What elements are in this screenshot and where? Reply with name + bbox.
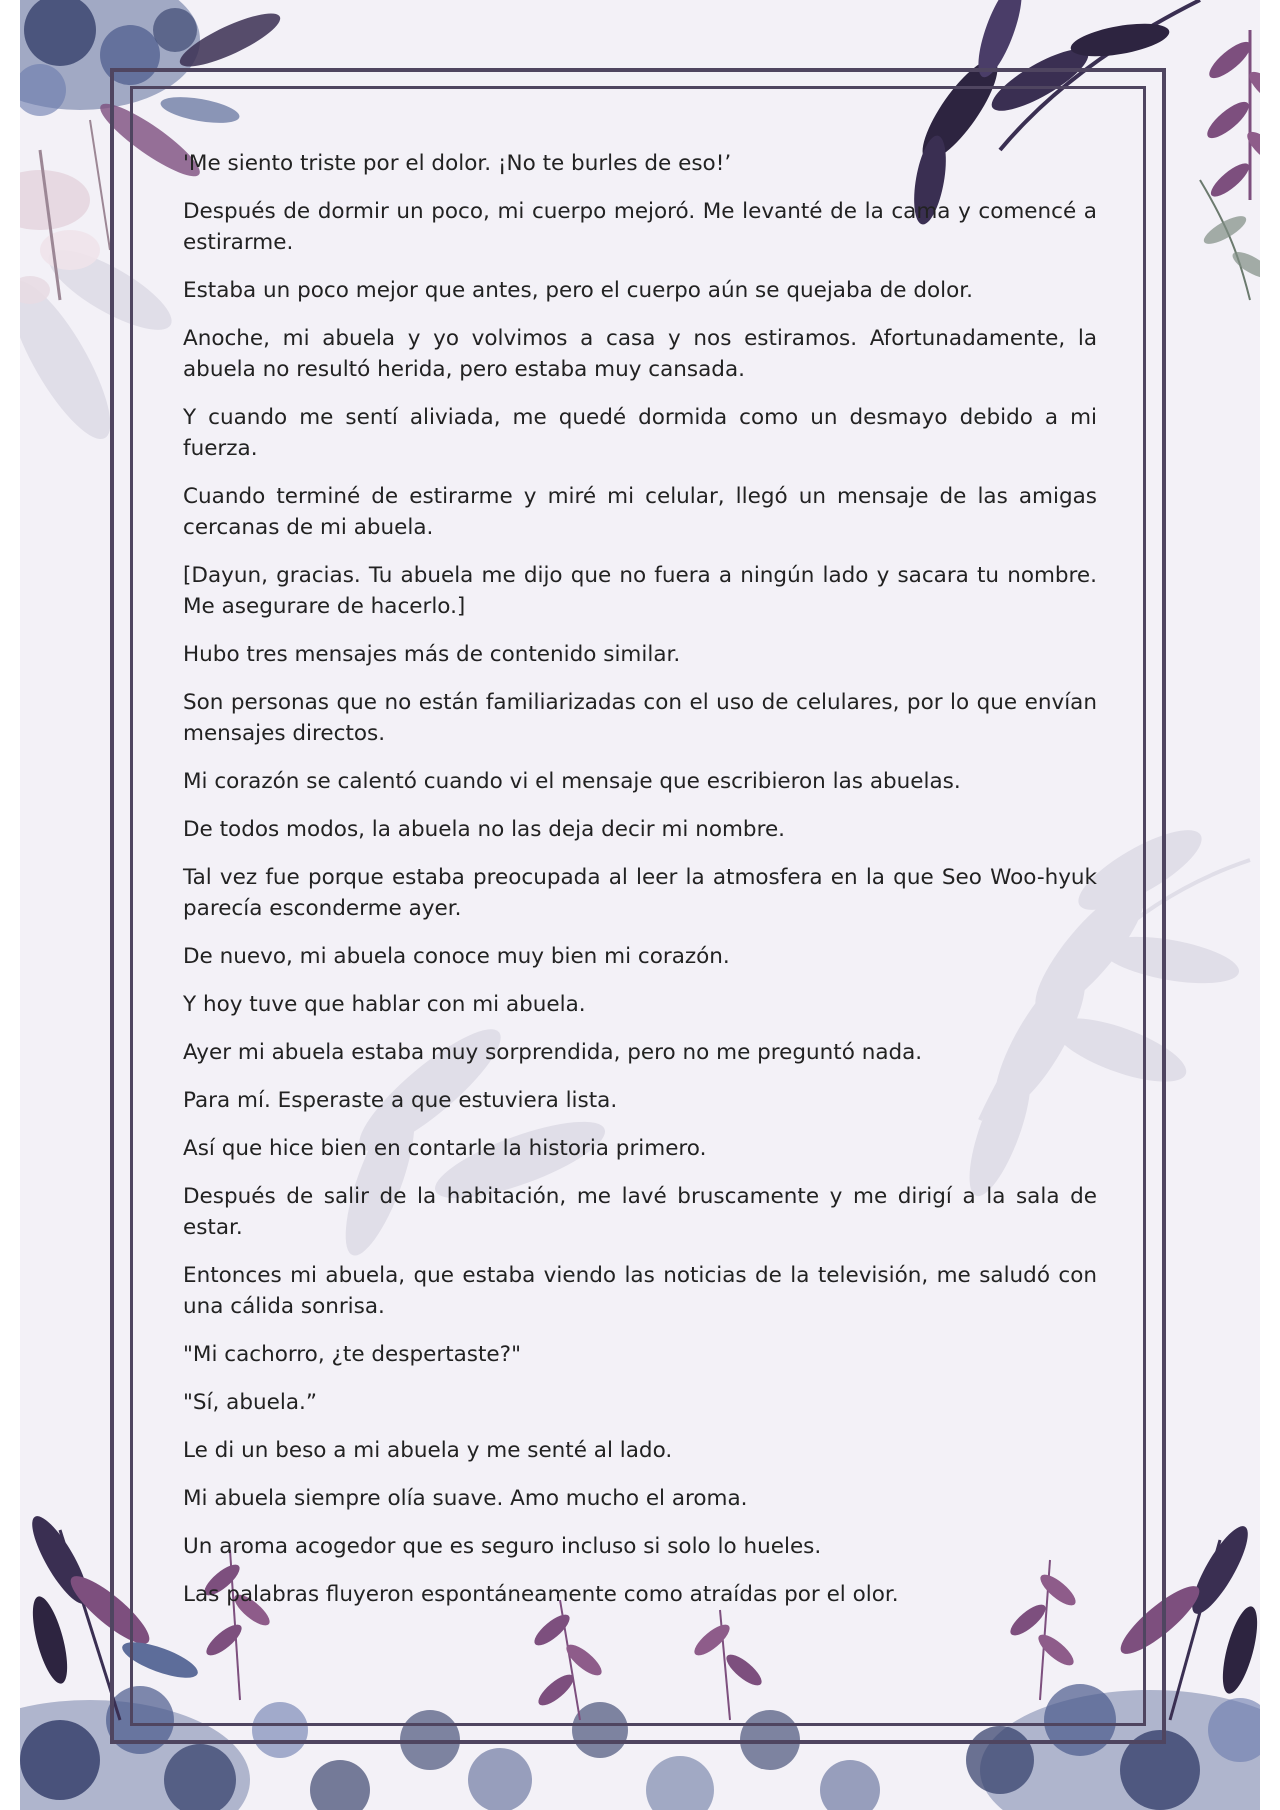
paragraph: Y hoy tuve que hablar con mi abuela. [183, 992, 586, 1017]
paragraph: Para mí. Esperaste a que estuviera lista. [183, 1088, 618, 1113]
paragraph: Después de dormir un poco, mi cuerpo mejoró. Me levanté de la cama y comencé a estirarme. [183, 199, 1097, 255]
paragraph: De nuevo, mi abuela conoce muy bien mi corazón. [183, 944, 730, 969]
paragraph: Hubo tres mensajes más de contenido similar. [183, 642, 681, 667]
right-margin-strip [1260, 0, 1280, 1810]
left-margin-strip [0, 0, 20, 1810]
paragraph: Mi abuela siempre olía suave. Amo mucho el aroma. [183, 1486, 748, 1511]
paragraph: 'Me siento triste por el dolor. ¡No te burles de eso!’ [183, 151, 732, 176]
paragraph: Mi corazón se calentó cuando vi el mensaje que escribieron las abuelas. [183, 769, 961, 794]
paragraph: Cuando terminé de estirarme y miré mi celular, llegó un mensaje de las amigas cercanas de mi abuela. [183, 484, 1097, 540]
paragraph: Anoche, mi abuela y yo volvimos a casa y nos estiramos. Afortunadamente, la abuela no resultó herida, pero estaba muy cansada. [183, 326, 1097, 382]
paragraph: Tal vez fue porque estaba preocupada al leer la atmosfera en la que Seo Woo-hyuk parecía esconderme ayer. [183, 865, 1097, 921]
paragraph: [Dayun, gracias. Tu abuela me dijo que no fuera a ningún lado y sacara tu nombre. Me asegurare de hacerlo.] [183, 563, 1097, 619]
paragraph: Estaba un poco mejor que antes, pero el cuerpo aún se quejaba de dolor. [183, 278, 973, 303]
paragraph: Entonces mi abuela, que estaba viendo las noticias de la televisión, me saludó con una cálida sonrisa. [183, 1263, 1097, 1319]
paragraph: Y cuando me sentí aliviada, me quedé dormida como un desmayo debido a mi fuerza. [183, 405, 1097, 461]
paragraph: Así que hice bien en contarle la historia primero. [183, 1136, 707, 1161]
paragraph: "Mi cachorro, ¿te despertaste?" [183, 1342, 521, 1367]
paragraph: Son personas que no están familiarizadas con el uso de celulares, por lo que envían mensajes directos. [183, 690, 1097, 746]
paragraph: Las palabras fluyeron espontáneamente como atraídas por el olor. [183, 1582, 899, 1607]
paragraph: Ayer mi abuela estaba muy sorprendida, pero no me preguntó nada. [183, 1040, 923, 1065]
paragraph: "Sí, abuela.” [183, 1390, 317, 1415]
paragraph: Un aroma acogedor que es seguro incluso si solo lo hueles. [183, 1534, 822, 1559]
paragraph: Le di un beso a mi abuela y me senté al lado. [183, 1438, 673, 1463]
paragraph: Después de salir de la habitación, me lavé bruscamente y me dirigí a la sala de estar. [183, 1184, 1097, 1240]
story-text [183, 148, 1097, 1627]
paragraph: De todos modos, la abuela no las deja decir mi nombre. [183, 817, 785, 842]
